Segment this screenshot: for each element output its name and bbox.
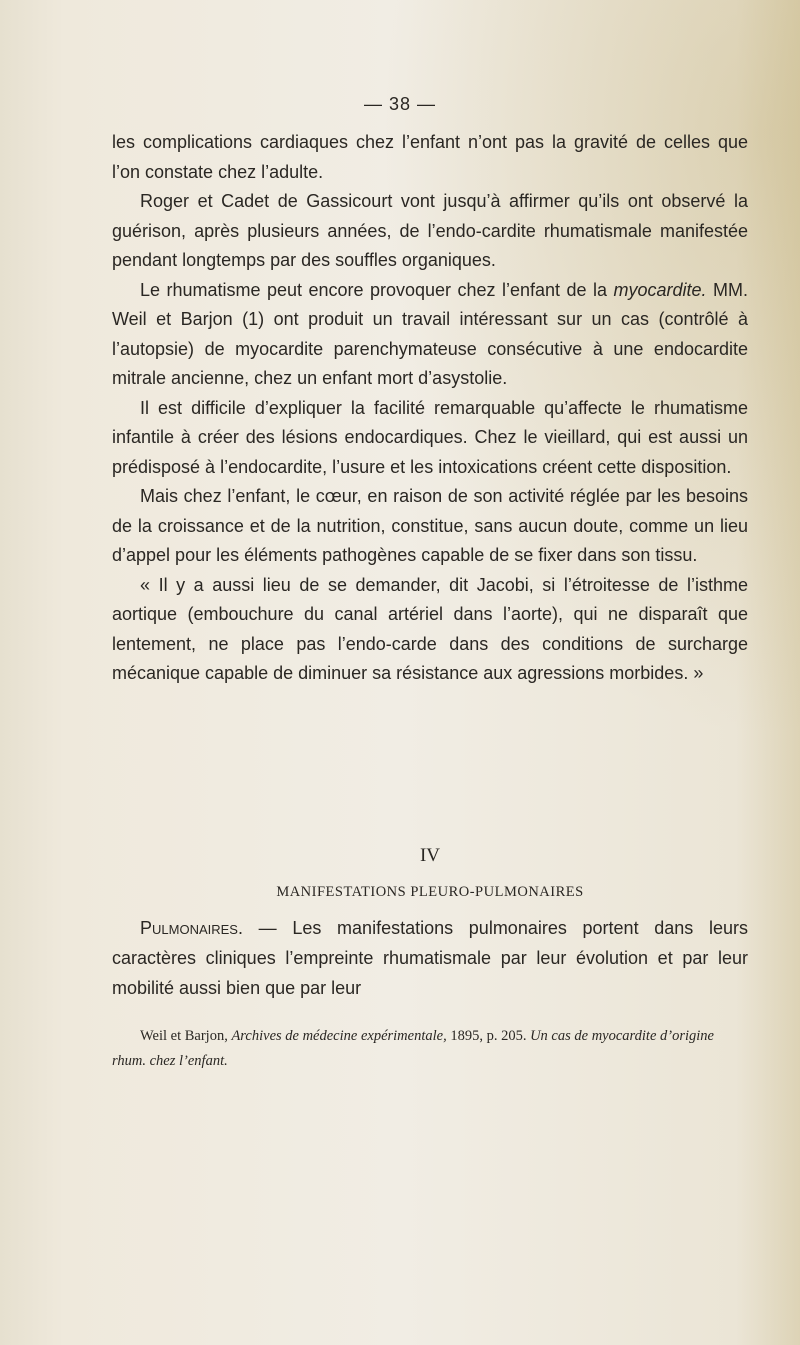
paragraph: les complications cardiaques chez l’enfant n’ont pas la gravité de celles que l’on constate chez l’adulte. [112,132,748,182]
footnote-authors: Weil et Barjon, [140,1028,232,1044]
page-number: — 38 — [363,94,437,114]
paragraph-text: — Les manifestations pulmonaires portent dans leurs caractères cliniques l’empreinte rhumatismale par leur évolution et par leur mobilité aussi bien que par leur [112,918,748,998]
main-text [112,128,748,689]
paragraph-text: MM. Weil et Barjon (1) ont produit un travail intéressant sur un cas (contrôlé à l’autopsie) de myocardite parenchymateuse consécutive à une endocardite mitrale ancienne, chez un enfant mort d’asystolie. [112,279,748,388]
paragraph [112,276,748,394]
paragraph: Mais chez l’enfant, le cœur, en raison de son activité réglée par les besoins de la croissance et de la nutrition, constitue, sans aucun doute, comme un lieu d’appel pour les éléments pathogènes capable de se fixer dans son tissu. [112,486,748,565]
section-text [112,913,748,1003]
paragraph: Il est difficile d’expliquer la facilité remarquable qu’affecte le rhumatisme infantile à créer des lésions endocardiques. Chez le vieillard, qui est aussi un prédisposé à l’endocardite, l’usure et les intoxications créent cette disposition. [112,397,748,477]
emphasis-text: myocardite. [613,279,707,300]
section-title: MANIFESTATIONS PLEURO-PULMONAIRES [276,884,584,900]
paragraph [112,913,748,1003]
footnote-title: Un cas de myocardite d’origine rhum. chez l’enfant. [112,1028,714,1069]
footnote-details: 1895, p. 205. [446,1028,531,1044]
quotation-paragraph: « Il y a aussi lieu de se demander, dit Jacobi, si l’étroitesse de l’isthme aortique (embouchure du canal artériel dans l’aorte), qui ne disparaît que lentement, ne place pas l’endo-carde dans des conditions de surcharge mécanique capable de diminuer sa résistance aux agressions morbides. » [112,574,748,683]
footnote [112,1024,748,1074]
paragraph-text: Le rhumatisme peut encore provoquer chez l’enfant de la [140,279,607,300]
section-lead: Pulmonaires. [140,918,243,938]
section-number: IV [419,845,441,866]
footnote-journal: Archives de médecine expérimentale, [231,1028,447,1044]
paragraph: Roger et Cadet de Gassicourt vont jusqu’à affirmer qu’ils ont observé la guérison, après plusieurs années, de l’endo-cardite rhumatismale manifestée pendant longtemps par des souffles organiques. [112,191,748,270]
footnote-text [112,1024,748,1074]
